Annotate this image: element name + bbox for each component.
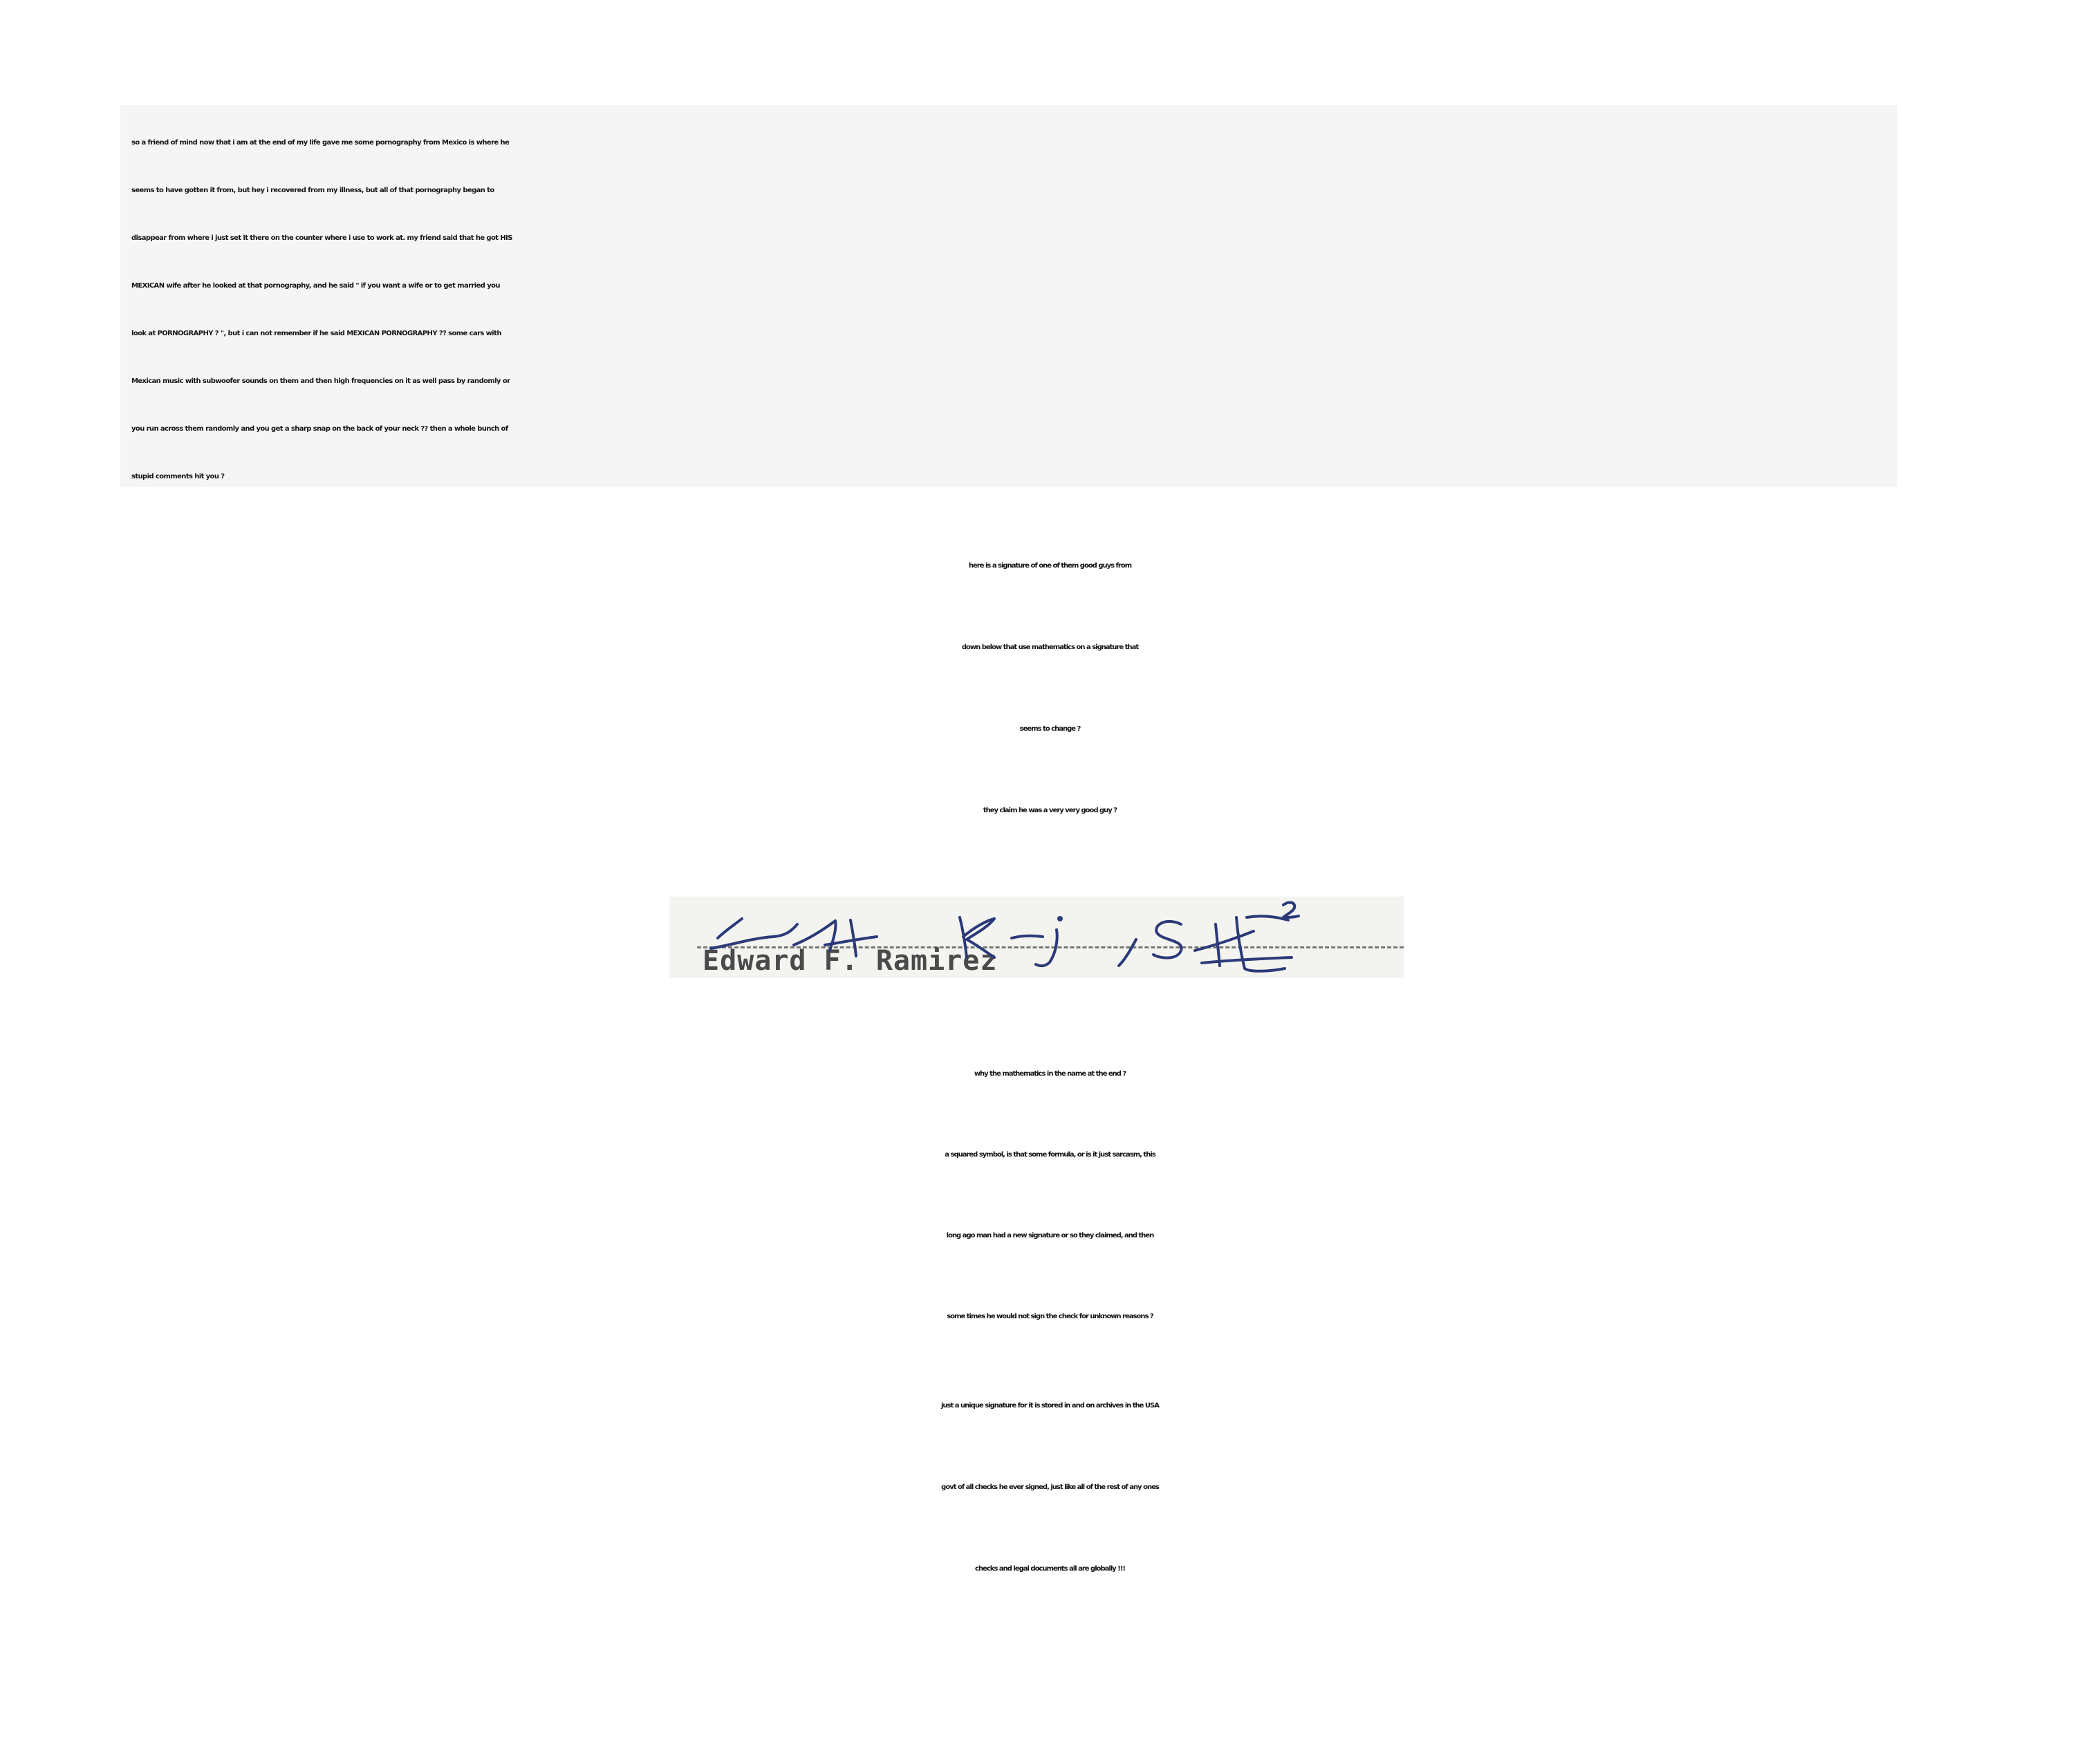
intro-line: disappear from where i just set it there on the counter where i use to work at. my friend said that he got HIS bbox=[131, 234, 512, 242]
question-line: some times he would not sign the check for unknown reasons ? bbox=[947, 1313, 1153, 1320]
intro-line: you run across them randomly and you get a sharp snap on the back of your neck ?? then a whole bunch of bbox=[131, 425, 508, 433]
signature-heading bbox=[0, 525, 2100, 852]
archive-line: checks and legal documents all are globally !!! bbox=[975, 1565, 1125, 1573]
heading-line: seems to change ? bbox=[1019, 725, 1081, 733]
question-line: a squared symbol, is that some formula, or is it just sarcasm, this bbox=[945, 1151, 1155, 1159]
question-line: long ago man had a new signature or so they claimed, and then bbox=[946, 1232, 1154, 1239]
signature-image bbox=[669, 897, 1404, 978]
intro-line: stupid comments hit you ? bbox=[131, 473, 225, 480]
intro-line: look at PORNOGRAPHY ? ", but i can not remember if he said MEXICAN PORNOGRAPHY ?? some cars with bbox=[131, 330, 501, 337]
question-line: why the mathematics in the name at the end ? bbox=[974, 1070, 1126, 1078]
archive-line: just a unique signature for it is stored in and on archives in the USA bbox=[941, 1402, 1159, 1410]
intro-paragraph bbox=[120, 105, 1897, 487]
signature-printed-name: Edward F. Ramirez bbox=[703, 945, 998, 977]
heading-line: here is a signature of one of them good guys from bbox=[968, 562, 1132, 570]
intro-line: so a friend of mind now that i am at the end of my life gave me some pornography from Mexico is where he bbox=[131, 139, 510, 147]
heading-line: they claim he was a very very good guy ? bbox=[983, 807, 1117, 814]
archive-line: govt of all checks he ever signed, just like all of the rest of any ones bbox=[941, 1483, 1159, 1491]
heading-line: down below that use mathematics on a signature that bbox=[961, 644, 1139, 651]
intro-line: seems to have gotten it from, but hey i recovered from my illness, but all of that pornography began to bbox=[131, 187, 494, 194]
intro-line: MEXICAN wife after he looked at that pornography, and he said " if you want a wife or to get married you bbox=[131, 282, 500, 290]
signature-questions bbox=[0, 1033, 2100, 1357]
handwritten-signature bbox=[669, 897, 1404, 978]
intro-line: Mexican music with subwoofer sounds on them and then high frequencies on it as well pass by randomly or bbox=[131, 377, 510, 385]
archive-statement bbox=[0, 1365, 2100, 1610]
